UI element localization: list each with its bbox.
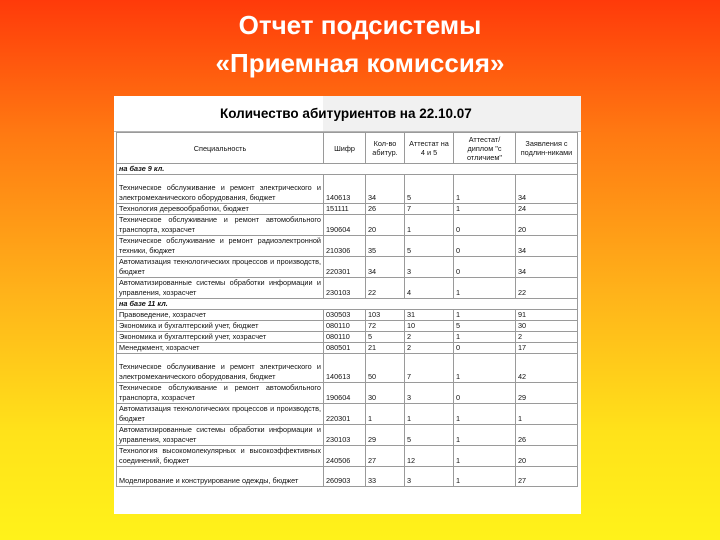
count-cell: 34 [366, 257, 405, 278]
table-row [117, 425, 578, 446]
count-cell: 33 [366, 467, 405, 487]
section-row [117, 299, 578, 310]
originals-cell: 20 [516, 215, 578, 236]
originals-cell: 34 [516, 175, 578, 204]
originals-cell: 20 [516, 446, 578, 467]
specialty-cell: Техническое обслуживание и ремонт электрического и электромеханического оборудования, бюджет [117, 175, 324, 204]
code-cell: 140613 [324, 175, 366, 204]
count-cell: 5 [366, 332, 405, 343]
originals-cell: 22 [516, 278, 578, 299]
honors-cell: 0 [454, 343, 516, 354]
originals-cell: 27 [516, 467, 578, 487]
honors-cell: 0 [454, 257, 516, 278]
count-cell: 34 [366, 175, 405, 204]
specialty-cell: Экономика и бухгалтерский учет, хозрасчет [117, 332, 324, 343]
honors-cell: 1 [454, 354, 516, 383]
specialty-cell: Техническое обслуживание и ремонт электрического и электромеханического оборудования, бюджет [117, 354, 324, 383]
code-cell: 240506 [324, 446, 366, 467]
originals-cell: 91 [516, 310, 578, 321]
honors-cell: 1 [454, 467, 516, 487]
good-grades-cell: 5 [405, 236, 454, 257]
specialty-cell: Техническое обслуживание и ремонт автомобильного транспорта, хозрасчет [117, 383, 324, 404]
good-grades-cell: 5 [405, 425, 454, 446]
table-row [117, 446, 578, 467]
code-cell: 140613 [324, 354, 366, 383]
honors-cell: 1 [454, 310, 516, 321]
count-cell: 72 [366, 321, 405, 332]
specialty-cell: Автоматизация технологических процессов и производств, бюджет [117, 404, 324, 425]
originals-cell: 26 [516, 425, 578, 446]
honors-cell: 1 [454, 278, 516, 299]
specialty-cell: Технология деревообработки, бюджет [117, 204, 324, 215]
table-row [117, 343, 578, 354]
code-cell: 080501 [324, 343, 366, 354]
code-cell: 230103 [324, 278, 366, 299]
specialty-cell: Экономика и бухгалтерский учет, бюджет [117, 321, 324, 332]
honors-cell: 5 [454, 321, 516, 332]
count-cell: 22 [366, 278, 405, 299]
good-grades-cell: 1 [405, 215, 454, 236]
report-title: Количество абитуриентов на 22.10.07 [220, 106, 472, 121]
count-cell: 35 [366, 236, 405, 257]
table-row [117, 278, 578, 299]
table-row [117, 332, 578, 343]
header-row [117, 133, 578, 164]
good-grades-cell: 31 [405, 310, 454, 321]
honors-cell: 1 [454, 404, 516, 425]
good-grades-cell: 3 [405, 467, 454, 487]
code-cell: 220301 [324, 257, 366, 278]
code-cell: 260903 [324, 467, 366, 487]
code-cell: 030503 [324, 310, 366, 321]
originals-cell: 30 [516, 321, 578, 332]
table-row [117, 404, 578, 425]
code-cell: 220301 [324, 404, 366, 425]
slide-title-line-1: Отчет подсистемы [238, 10, 482, 40]
honors-cell: 1 [454, 425, 516, 446]
specialty-cell: Техническое обслуживание и ремонт автомобильного транспорта, хозрасчет [117, 215, 324, 236]
report-table [116, 132, 578, 487]
good-grades-cell: 1 [405, 404, 454, 425]
count-cell: 50 [366, 354, 405, 383]
table-row [117, 236, 578, 257]
originals-cell: 2 [516, 332, 578, 343]
honors-cell: 1 [454, 204, 516, 215]
good-grades-cell: 2 [405, 332, 454, 343]
count-cell: 20 [366, 215, 405, 236]
table-row [117, 310, 578, 321]
specialty-cell: Автоматизированные системы обработки информации и управления, хозрасчет [117, 278, 324, 299]
count-cell: 21 [366, 343, 405, 354]
column-header: Шифр [324, 133, 366, 164]
table-row [117, 383, 578, 404]
table-row [117, 257, 578, 278]
count-cell: 29 [366, 425, 405, 446]
honors-cell: 1 [454, 446, 516, 467]
column-header: Заявления с подлин-никами [516, 133, 578, 164]
code-cell: 210306 [324, 236, 366, 257]
column-header: Аттестат/ диплом "с отличием" [454, 133, 516, 164]
report-sheet [114, 96, 581, 514]
table-row [117, 467, 578, 487]
specialty-cell: Правоведение, хозрасчет [117, 310, 324, 321]
originals-cell: 42 [516, 354, 578, 383]
originals-cell: 24 [516, 204, 578, 215]
count-cell: 26 [366, 204, 405, 215]
good-grades-cell: 5 [405, 175, 454, 204]
table-row [117, 215, 578, 236]
count-cell: 27 [366, 446, 405, 467]
originals-cell: 1 [516, 404, 578, 425]
table-row [117, 175, 578, 204]
code-cell: 190604 [324, 215, 366, 236]
originals-cell: 34 [516, 257, 578, 278]
good-grades-cell: 3 [405, 383, 454, 404]
specialty-cell: Менеджмент, хозрасчет [117, 343, 324, 354]
good-grades-cell: 7 [405, 204, 454, 215]
code-cell: 151111 [324, 204, 366, 215]
report-header [114, 96, 581, 132]
section-label: на базе 9 кл. [117, 164, 578, 175]
originals-cell: 17 [516, 343, 578, 354]
good-grades-cell: 3 [405, 257, 454, 278]
section-label: на базе 11 кл. [117, 299, 578, 310]
honors-cell: 1 [454, 332, 516, 343]
code-cell: 080110 [324, 332, 366, 343]
honors-cell: 1 [454, 175, 516, 204]
originals-cell: 29 [516, 383, 578, 404]
honors-cell: 0 [454, 215, 516, 236]
column-header: Специальность [117, 133, 324, 164]
table-row [117, 204, 578, 215]
column-header: Аттестат на 4 и 5 [405, 133, 454, 164]
good-grades-cell: 2 [405, 343, 454, 354]
count-cell: 103 [366, 310, 405, 321]
count-cell: 30 [366, 383, 405, 404]
specialty-cell: Технология высокомолекулярных и высокоэффективных соединений, бюджет [117, 446, 324, 467]
specialty-cell: Моделирование и конструирование одежды, бюджет [117, 467, 324, 487]
column-header: Кол-во абитур. [366, 133, 405, 164]
good-grades-cell: 10 [405, 321, 454, 332]
slide-title [0, 6, 720, 82]
specialty-cell: Автоматизированные системы обработки информации и управления, хозрасчет [117, 425, 324, 446]
honors-cell: 0 [454, 236, 516, 257]
good-grades-cell: 4 [405, 278, 454, 299]
section-row [117, 164, 578, 175]
originals-cell: 34 [516, 236, 578, 257]
table-row [117, 354, 578, 383]
honors-cell: 0 [454, 383, 516, 404]
good-grades-cell: 7 [405, 354, 454, 383]
good-grades-cell: 12 [405, 446, 454, 467]
code-cell: 230103 [324, 425, 366, 446]
slide-title-line-2: «Приемная комиссия» [215, 48, 505, 78]
count-cell: 1 [366, 404, 405, 425]
specialty-cell: Техническое обслуживание и ремонт радиоэлектронной техники, бюджет [117, 236, 324, 257]
code-cell: 080110 [324, 321, 366, 332]
specialty-cell: Автоматизация технологических процессов и производств, бюджет [117, 257, 324, 278]
table-row [117, 321, 578, 332]
code-cell: 190604 [324, 383, 366, 404]
